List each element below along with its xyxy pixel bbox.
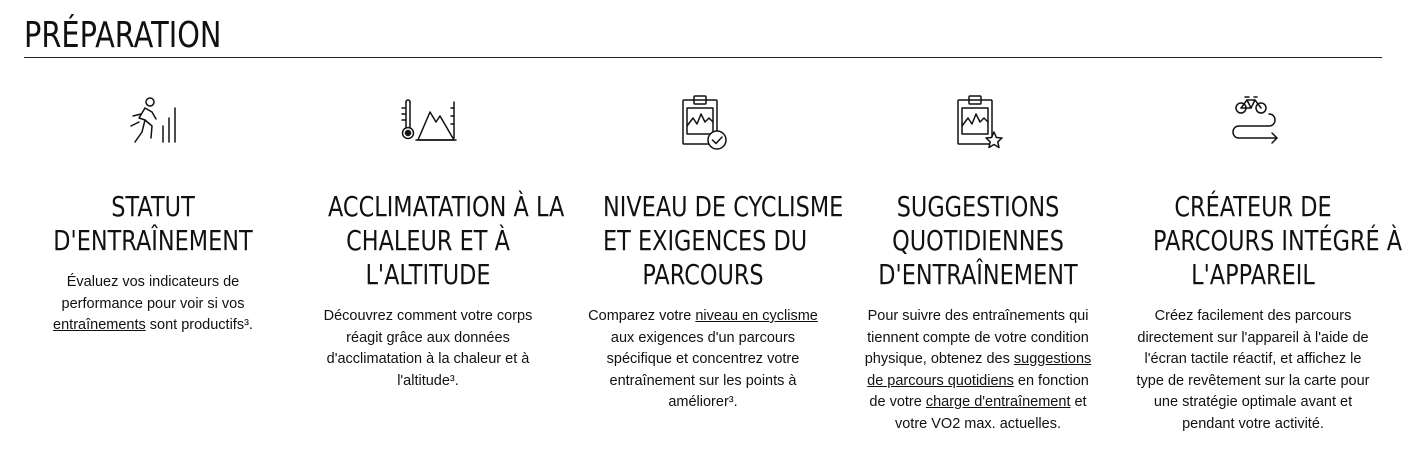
link-cycling-level[interactable]: niveau en cyclisme xyxy=(695,308,818,324)
feature-description xyxy=(585,306,821,414)
thermometer-mountain-icon xyxy=(396,92,460,156)
feature-title-line: PARCOURS xyxy=(642,258,764,291)
desc-text: Découvrez comment votre corps réagit grâce aux données d'acclimatation à la chaleur et à l'altitude³. xyxy=(323,308,533,389)
feature-title-line: D'ENTRAÎNEMENT xyxy=(53,224,253,257)
feature-description xyxy=(1135,306,1371,435)
feature-title xyxy=(603,190,844,292)
feature-title-line: STATUT xyxy=(111,190,195,223)
desc-text: Évaluez vos indicateurs de performance pour voir si vos xyxy=(61,274,245,312)
link-daily-suggestions[interactable]: suggestions de parcours quotidiens xyxy=(867,351,1092,389)
clipboard-star-icon xyxy=(946,92,1010,156)
bike-route-icon xyxy=(1221,92,1285,156)
feature-title-line: CHALEUR ET À xyxy=(346,224,510,257)
section-divider xyxy=(24,57,1382,58)
runner-icon xyxy=(121,92,185,156)
feature-title xyxy=(328,190,565,292)
feature-title xyxy=(878,190,1078,292)
desc-text: Comparez votre xyxy=(588,308,696,324)
feature-acclimation xyxy=(303,92,565,392)
desc-text: et votre VO2 max. actuelles. xyxy=(894,394,1087,432)
feature-description xyxy=(310,306,546,392)
feature-title-line: D'ENTRAÎNEMENT xyxy=(878,258,1078,291)
feature-title xyxy=(53,190,253,258)
feature-title-line: CRÉATEUR DE xyxy=(1174,190,1332,223)
section-title: PRÉPARATION xyxy=(24,15,222,56)
link-training-load[interactable]: charge d'entraînement xyxy=(925,394,1071,410)
feature-daily-suggestions xyxy=(853,92,1103,435)
feature-title-line: L'APPAREIL xyxy=(1191,258,1315,291)
desc-text: en fonction de votre xyxy=(869,372,1089,410)
feature-title-line: SUGGESTIONS xyxy=(896,190,1060,223)
feature-description xyxy=(860,306,1096,435)
feature-cycling-level xyxy=(578,92,844,414)
link-training[interactable]: entraînements xyxy=(53,317,146,333)
clipboard-check-icon xyxy=(671,92,735,156)
feature-title-line: L'ALTITUDE xyxy=(365,258,491,291)
feature-title-line: QUOTIDIENNES xyxy=(892,224,1064,257)
desc-text: sont productifs³. xyxy=(145,317,253,333)
desc-text: aux exigences d'un parcours spécifique et concentrez votre entraînement sur les points à améliorer³. xyxy=(606,329,800,410)
feature-title-line: PARCOURS INTÉGRÉ À xyxy=(1153,224,1403,257)
features-grid xyxy=(24,92,1403,442)
feature-description xyxy=(35,272,271,337)
desc-text: Créez facilement des parcours directement sur l'appareil à l'aide de l'écran tactile réactif, et affichez le type de revêtement sur la carte pour une stratégie optimale avant et pendant votre activité. xyxy=(1136,308,1370,432)
feature-title-line: ACCLIMATATION À LA xyxy=(328,190,565,223)
feature-title-line: ET EXIGENCES DU xyxy=(603,224,808,257)
desc-text: Pour suivre des entraînements qui tiennent compte de votre condition physique, obtenez des xyxy=(864,308,1089,367)
feature-title xyxy=(1153,190,1403,292)
feature-training-status xyxy=(28,92,278,337)
feature-title-line: NIVEAU DE CYCLISME xyxy=(603,190,844,223)
feature-course-creator xyxy=(1128,92,1403,435)
